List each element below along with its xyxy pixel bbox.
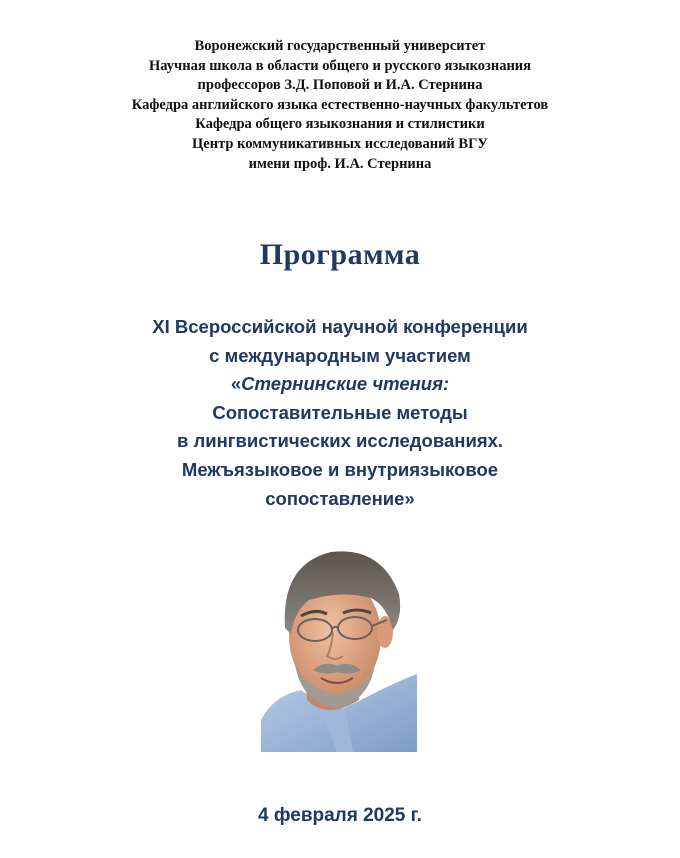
header-line-university: Воронежский государственный университет: [194, 38, 486, 54]
event-date: 4 февраля 2025 г.: [258, 805, 422, 826]
conference-series-name: Стернинские чтения:: [241, 373, 450, 395]
conference-line-3: [0, 370, 680, 399]
conference-line-1: XI Всероссийской научной конференции: [152, 316, 528, 337]
conference-title: [0, 313, 680, 513]
conference-line-2: с международным участием: [209, 344, 471, 366]
header-line-center: Центр коммуникативных исследований ВГУ: [192, 135, 488, 152]
header-line-professors: профессоров З.Д. Поповой и И.А. Стернина: [197, 77, 483, 94]
open-quote: «: [230, 373, 242, 395]
conference-line-7: сопоставление»: [265, 487, 415, 509]
header-line-english-dept: Кафедра английского языка естественно-научных факультетов: [131, 96, 549, 113]
header-line-school: Научная школа в области общего и русского языкознания: [149, 57, 531, 74]
conference-line-6: Межъязыковое и внутриязыковое: [181, 458, 499, 480]
header-line-linguistics-dept: Кафедра общего языкознания и стилистики: [195, 116, 485, 133]
page-title: Программа: [259, 238, 421, 271]
header-line-center-name: имени проф. И.А. Стернина: [248, 155, 432, 172]
conference-line-4: Сопоставительные методы: [212, 401, 468, 423]
organizers-header: [0, 37, 680, 174]
portrait-photo: [261, 524, 417, 752]
conference-line-5: в лингвистических исследованиях.: [176, 430, 504, 452]
